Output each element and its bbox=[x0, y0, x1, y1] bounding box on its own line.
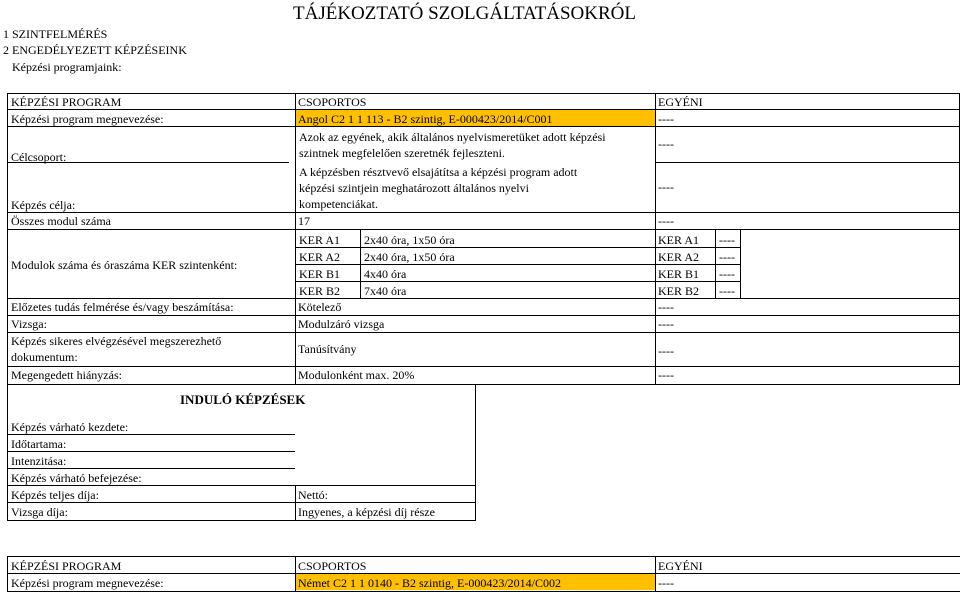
exam-fee-label: Vizsga díja: bbox=[11, 505, 68, 519]
ker-individual-value: ---- bbox=[719, 284, 735, 298]
header-egyeni: EGYÉNI bbox=[658, 559, 703, 573]
total-fee-label: Képzés teljes díja: bbox=[11, 488, 99, 502]
header-kepzesi-program: KÉPZÉSI PROGRAM bbox=[11, 95, 122, 109]
ker-individual-level: KER A1 bbox=[658, 233, 700, 247]
prior-knowledge-individual: ---- bbox=[658, 300, 674, 314]
program-name-label: Képzési program megnevezése: bbox=[11, 112, 164, 126]
header-kepzesi-program: KÉPZÉSI PROGRAM bbox=[11, 559, 122, 573]
ker-level: KER A1 bbox=[299, 233, 341, 247]
expected-end-label: Képzés várható befejezése: bbox=[11, 471, 142, 485]
ker-hours: 2x40 óra, 1x50 óra bbox=[364, 233, 455, 247]
ker-individual-level: KER B1 bbox=[658, 267, 700, 281]
ker-hours: 7x40 óra bbox=[364, 284, 407, 298]
program-name-label: Képzési program megnevezése: bbox=[11, 576, 164, 590]
exam-fee-value: Ingyenes, a képzési díj része bbox=[298, 505, 435, 519]
prior-knowledge-label: Előzetes tudás felmérése és/vagy beszámítása: bbox=[11, 300, 234, 314]
ker-level: KER A2 bbox=[299, 250, 341, 264]
modules-count-label: Összes modul száma bbox=[11, 214, 111, 228]
exam-label: Vizsga: bbox=[11, 317, 47, 331]
duration-label: Időtartama: bbox=[11, 437, 67, 451]
ker-level: KER B2 bbox=[299, 284, 341, 298]
target-group-label: Célcsoport: bbox=[11, 150, 67, 164]
ker-individual-level: KER A2 bbox=[658, 250, 700, 264]
goal-individual: ---- bbox=[658, 180, 674, 194]
absence-value: Modulonként max. 20% bbox=[298, 368, 415, 382]
program-name-individual: ---- bbox=[658, 576, 674, 590]
certificate-label: Képzés sikeres elvégzésével megszerezhető dokumentum: bbox=[11, 334, 222, 364]
ker-level: KER B1 bbox=[299, 267, 341, 281]
starting-courses-title: INDULÓ KÉPZÉSEK bbox=[180, 392, 306, 407]
prior-knowledge-value: Kötelező bbox=[298, 300, 342, 314]
ker-individual-value: ---- bbox=[719, 233, 735, 247]
expected-start-label: Képzés várható kezdete: bbox=[11, 420, 129, 434]
program-name-value: Német C2 1 1 0140 - B2 szintig, E-000423/2014/C002 bbox=[298, 576, 561, 590]
ker-individual-value: ---- bbox=[719, 267, 735, 281]
ker-hours: 4x40 óra bbox=[364, 267, 407, 281]
certificate-value: Tanúsítvány bbox=[298, 342, 357, 356]
program-name-individual: ---- bbox=[658, 112, 674, 126]
program-name-value: Angol C2 1 1 113 - B2 szintig, E-000423/2014/C001 bbox=[298, 112, 553, 126]
goal-label: Képzés célja: bbox=[11, 198, 76, 212]
target-group-value: Azok az egyének, akik általános nyelvismeretüket adott képzési szintnek megfelelően szeretnék fejleszteni. bbox=[299, 130, 606, 160]
intensity-label: Intenzitása: bbox=[11, 454, 67, 468]
page-title: TÁJÉKOZTATÓ SZOLGÁLTATÁSOKRÓL bbox=[293, 3, 636, 24]
ker-individual-level: KER B2 bbox=[658, 284, 700, 298]
certificate-individual: ---- bbox=[658, 344, 674, 358]
exam-value: Modulzáró vizsga bbox=[298, 317, 385, 331]
modules-count-value: 17 bbox=[298, 214, 310, 228]
goal-value: A képzésben résztvevő elsajátítsa a képzési program adott képzési szintjein meghatározott általános nyelvi kompetenciákat. bbox=[299, 165, 578, 211]
absence-label: Megengedett hiányzás: bbox=[11, 368, 122, 382]
header-egyeni: EGYÉNI bbox=[658, 95, 703, 109]
line-engedelyezett-kepzeseink: 2 ENGEDÉLYEZETT KÉPZÉSEINK bbox=[3, 43, 187, 57]
total-fee-value: Nettó: bbox=[298, 488, 328, 502]
ker-hours: 2x40 óra, 1x50 óra bbox=[364, 250, 455, 264]
header-csoportos: CSOPORTOS bbox=[298, 95, 367, 109]
absence-individual: ---- bbox=[658, 368, 674, 382]
line-kepzesi-programjaink: Képzési programjaink: bbox=[12, 60, 122, 74]
ker-individual-value: ---- bbox=[719, 250, 735, 264]
line-szintfelmeres: 1 SZINTFELMÉRÉS bbox=[3, 27, 108, 41]
modules-count-individual: ---- bbox=[658, 214, 674, 228]
ker-levels-label: Modulok száma és óraszáma KER szintenként: bbox=[11, 258, 238, 272]
exam-individual: ---- bbox=[658, 317, 674, 331]
header-csoportos: CSOPORTOS bbox=[298, 559, 367, 573]
target-group-individual: ---- bbox=[658, 137, 674, 151]
